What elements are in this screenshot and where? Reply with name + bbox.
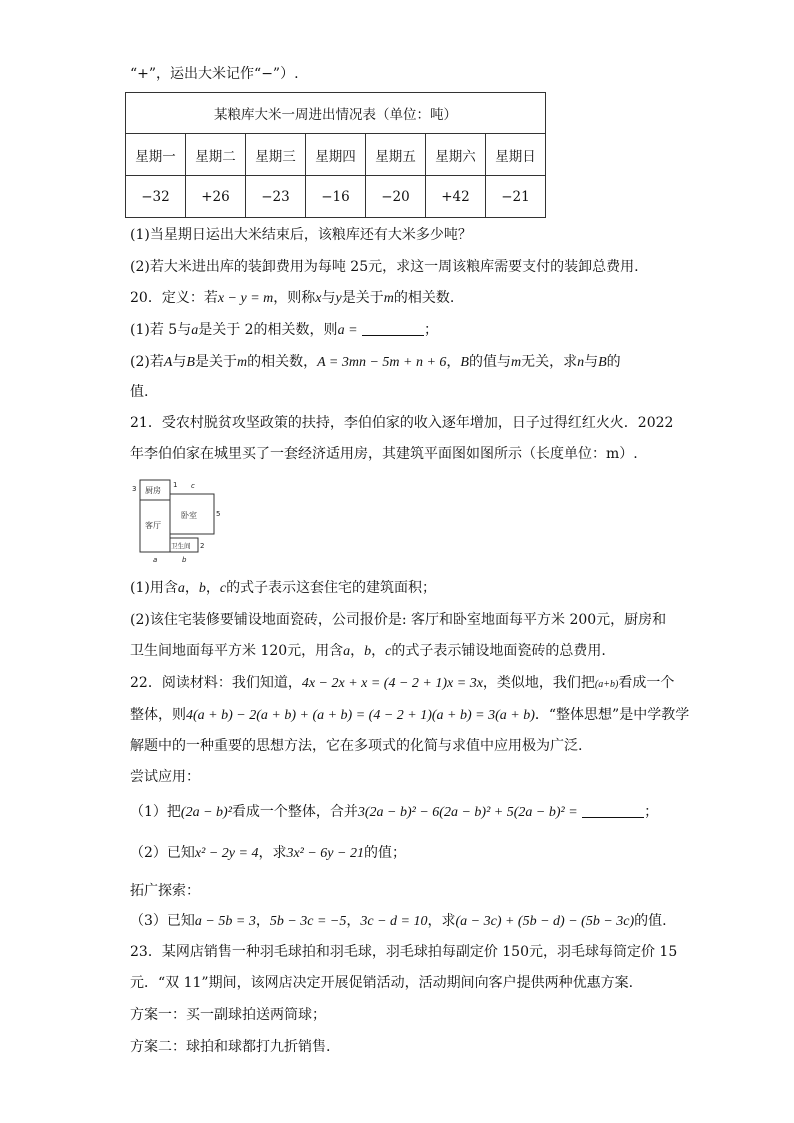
table-caption: 某粮库大米一周进出情况表（单位：吨） [126, 93, 546, 134]
q21-part1: (1)用含a，b，c的式子表示这套住宅的建筑面积； [130, 580, 437, 596]
dim-label-5: 5 [216, 510, 221, 518]
table-header-cell: 星期五 [366, 134, 426, 176]
q23-line1: 23．某网店销售一种羽毛球拍和羽毛球，羽毛球拍每副定价 150元，羽毛球每筒定价 15 [130, 944, 678, 960]
table-value-cell: −16 [306, 176, 366, 218]
q22-line1: 22．阅读材料：我们知道，4x − 2x + x = (4 − 2 + 1)x = 3x，类似地，我们把(a+b)看成一个 [130, 675, 675, 691]
q22-part3: （3）已知a − 5b = 3，5b − 3c = −5，3c − d = 10，求(a − 3c) + (5b − d) − (5b − 3c)的值. [130, 913, 667, 929]
dim-label-b: b [182, 556, 187, 564]
q21-part2: (2)该住宅装修要铺设地面瓷砖，公司报价是: 客厅和卧室地面每平方米 200元，厨房和 [130, 612, 667, 628]
grain-table [125, 92, 546, 218]
q19-part1: (1)当星期日运出大米结束后，该粮库还有大米多少吨？ [130, 227, 472, 243]
bedroom-label: 卧室 [181, 511, 197, 520]
bathroom-label: 卫生间 [171, 542, 191, 550]
table-header-cell: 星期三 [246, 134, 306, 176]
table-header-cell: 星期一 [126, 134, 186, 176]
dim-label-1: 1 [173, 481, 178, 489]
q22-part1: （1）把(2a − b)²看成一个整体，合并3(2a − b)² − 6(2a − b)² + 5(2a − b)² = ； [130, 804, 659, 820]
table-value-cell: +42 [426, 176, 486, 218]
q22-try-label: 尝试应用： [130, 769, 200, 785]
floor-plan-figure [132, 478, 242, 568]
q22-line3: 解题中的一种重要的思想方法，它在多项式的化简与求值中应用极为广泛. [130, 738, 583, 754]
q20-definition: 20．定义：若x − y = m，则称x与y是关于m的相关数. [130, 290, 455, 306]
q21-part2-cont: 卫生间地面每平方米 120元，用含a，b，c的式子表示铺设地面瓷砖的总费用. [130, 643, 606, 659]
intro-line: “+”，运出大米记作“−”）. [130, 66, 299, 82]
table-value-cell: −23 [246, 176, 306, 218]
table-value-cell: −20 [366, 176, 426, 218]
table-value-cell: −32 [126, 176, 186, 218]
q21-line2: 年李伯伯家在城里买了一套经济适用房，其建筑平面图如图所示（长度单位：m）. [130, 446, 638, 462]
table-header-cell: 星期六 [426, 134, 486, 176]
answer-blank [362, 321, 424, 336]
q21-line1: 21．受农村脱贫攻坚政策的扶持，李伯伯家的收入逐年增加，日子过得红红火火．2022 [130, 415, 674, 431]
q22-line2: 整体，则4(a + b) − 2(a + b) + (a + b) = (4 − 2 + 1)(a + b) = 3(a + b)．“整体思想”是中学教学 [130, 707, 690, 723]
q20-part1: (1)若 5与a是关于 2的相关数，则a = ； [130, 322, 438, 338]
q20-part2: (2)若A与B是关于m的相关数，A = 3mn − 5m + n + 6，B的值与m无关，求n与B的 [130, 354, 621, 370]
q23-plan2: 方案二：球拍和球都打九折销售. [130, 1039, 331, 1055]
q23-plan1: 方案一：买一副球拍送两筒球； [130, 1007, 326, 1023]
q22-part2: （2）已知x² − 2y = 4，求3x² − 6y − 21的值； [130, 845, 406, 861]
table-value-cell: −21 [486, 176, 546, 218]
table-header-cell: 星期四 [306, 134, 366, 176]
q19-part2: (2)若大米进出库的装卸费用为每吨 25元，求这一周该粮库需要支付的装卸总费用. [130, 259, 639, 275]
q20-part2-cont: 值. [130, 384, 149, 400]
table-header-cell: 星期日 [486, 134, 546, 176]
q22-explore-label: 拓广探索： [130, 883, 200, 899]
q23-line2: 元．“双 11”期间，该网店决定开展促销活动，活动期间向客户提供两种优惠方案. [130, 975, 634, 991]
dim-label-2: 2 [200, 542, 205, 550]
table-header-cell: 星期二 [186, 134, 246, 176]
dim-label-3: 3 [132, 485, 137, 493]
dim-label-a: a [153, 556, 158, 564]
kitchen-label: 厨房 [145, 486, 161, 495]
dim-label-c: c [191, 482, 195, 490]
answer-blank [582, 803, 644, 818]
table-value-cell: +26 [186, 176, 246, 218]
living-label: 客厅 [145, 521, 161, 530]
